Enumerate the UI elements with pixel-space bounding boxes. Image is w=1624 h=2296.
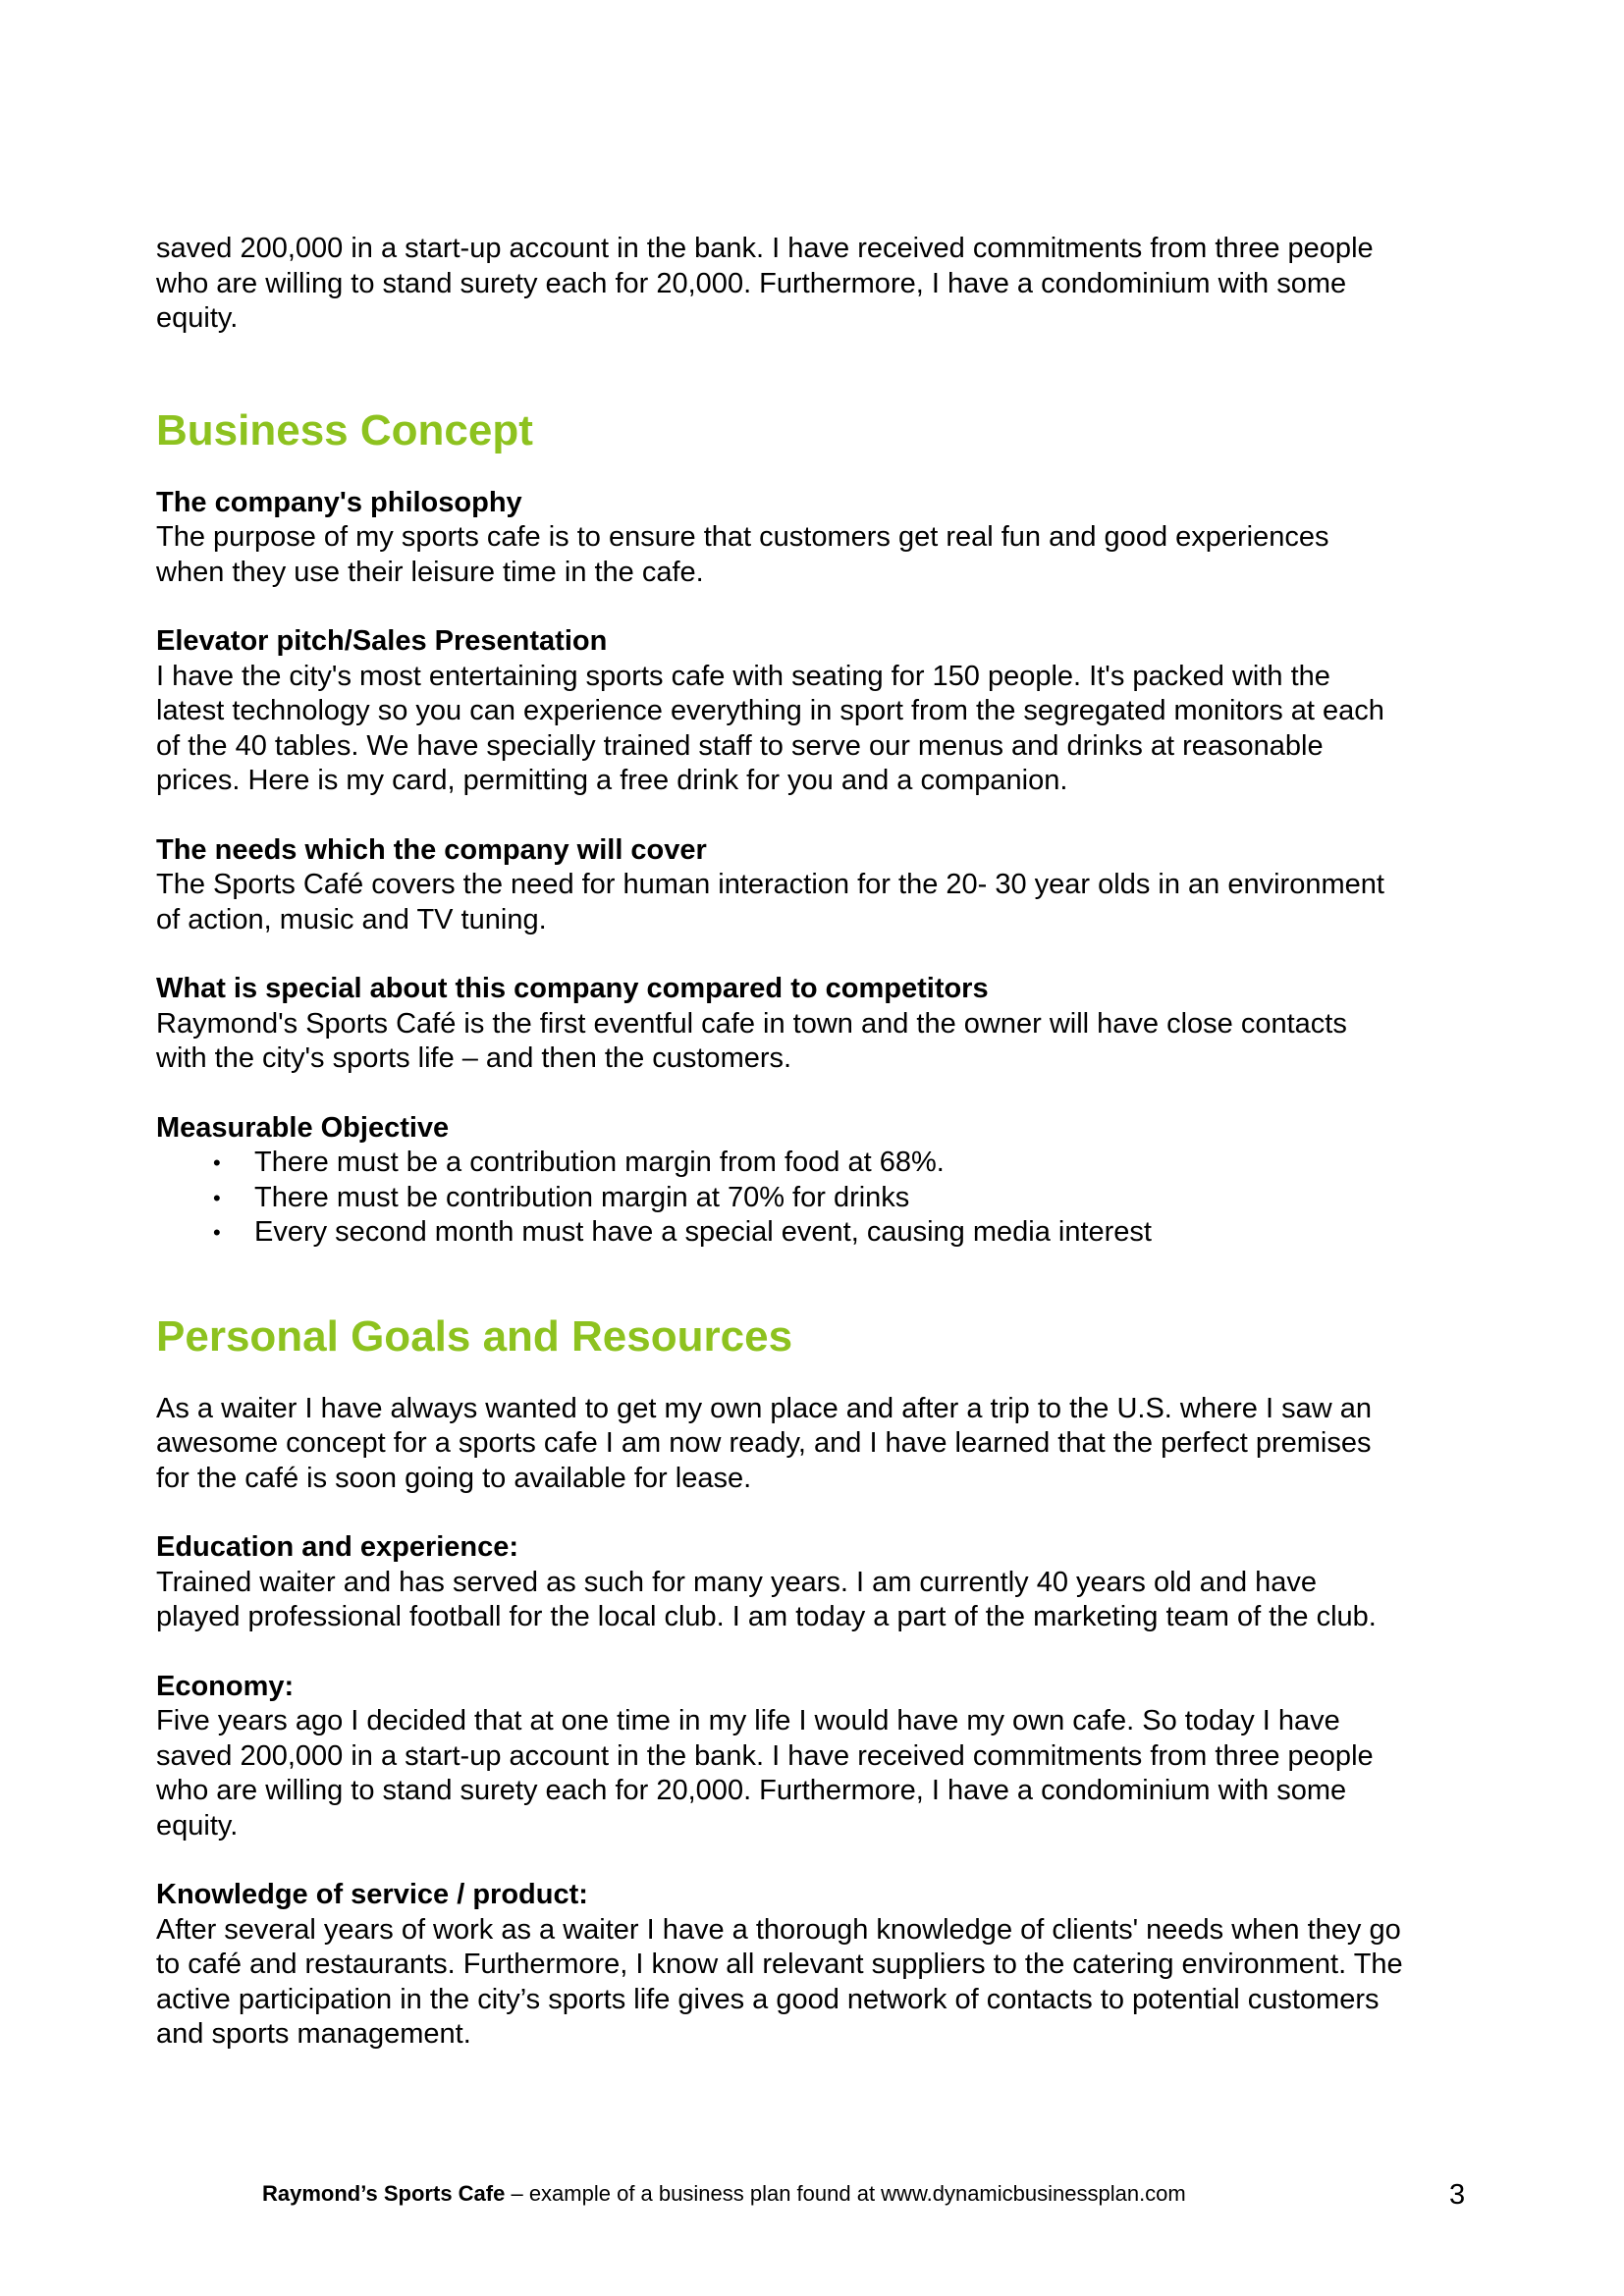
philosophy-title: The company's philosophy [156,486,522,518]
text-line: The purpose of my sports cafe is to ensure that customers get real fun and good experiences [156,521,1329,553]
personal-intro [156,1392,1501,1497]
bullet-icon: • [213,1185,221,1210]
list-item-text: There must be contribution margin at 70% for drinks [254,1181,910,1213]
text-line: As a waiter I have always wanted to get my own place and after a trip to the U.S. where I saw an [156,1392,1372,1424]
education-title: Education and experience: [156,1531,519,1563]
list-item-text: There must be a contribution margin from food at 68%. [254,1147,945,1178]
text-line: with the city's sports life – and then the customers. [156,1042,792,1074]
elevator-section [156,624,1501,799]
text-line: saved 200,000 in a start-up account in the bank. I have received commitments from three people [156,1739,1374,1772]
bullet-icon: • [213,1150,221,1175]
business-concept-heading: Business Concept [156,405,533,454]
text-line: of the 40 tables. We have specially trained staff to serve our menus and drinks at reasonable [156,729,1324,762]
text-line: After several years of work as a waiter I have a thorough knowledge of clients' needs when they go [156,1913,1401,1946]
needs-title: The needs which the company will cover [156,833,707,866]
text-line: of action, music and TV tuning. [156,903,547,935]
text-line: Five years ago I decided that at one time in my life I would have my own cafe. So today I have [156,1705,1340,1736]
knowledge-title: Knowledge of service / product: [156,1879,588,1910]
text-line: and sports management. [156,2018,471,2050]
text-line: prices. Here is my card, permitting a free drink for you and a companion. [156,765,1068,796]
objective-list [156,1146,1501,1251]
objective-section [156,1111,1501,1251]
text-line: equity. [156,1809,239,1842]
text-line: played professional football for the local club. I am today a part of the marketing team of the club. [156,1601,1377,1632]
text-line: when they use their leisure time in the cafe. [156,556,704,588]
page-number: 3 [1449,2179,1466,2211]
text-line: The Sports Café covers the need for human interaction for the 20- 30 year olds in an environment [156,869,1384,900]
philosophy-section [156,486,1501,591]
objective-title: Measurable Objective [156,1111,450,1144]
text-line: for the café is soon going to available for lease. [156,1462,752,1494]
text-line: saved 200,000 in a start-up account in the bank. I have received commitments from three people [156,233,1374,264]
footer-company: Raymond’s Sports Cafe [262,2181,506,2206]
footer-line [262,2181,1186,2207]
text-line: equity. [156,302,239,334]
list-item [156,1146,1501,1181]
text-line: Raymond's Sports Café is the first eventful cafe in town and the owner will have close contacts [156,1007,1347,1040]
personal-goals-heading: Personal Goals and Resources [156,1311,793,1361]
text-line: latest technology so you can experience everything in sport from the segregated monitors at each [156,695,1384,726]
text-line: active participation in the city’s sports life gives a good network of contacts to potential customers [156,1983,1380,2015]
list-item-text: Every second month must have a special event, causing media interest [254,1216,1152,1248]
text-line: I have the city's most entertaining sports cafe with seating for 150 people. It's packed with the [156,660,1330,692]
page-content [156,232,1501,2053]
economy-section [156,1670,1501,1844]
economy-title: Economy: [156,1670,295,1702]
intro-paragraph [156,232,1501,337]
special-title: What is special about this company compared to competitors [156,973,989,1004]
list-item [156,1215,1501,1251]
bullet-icon: • [213,1220,221,1245]
text-line: who are willing to stand surety each for 20,000. Furthermore, I have a condominium with some [156,1775,1347,1806]
special-section [156,972,1501,1077]
text-line: to café and restaurants. Furthermore, I know all relevant suppliers to the catering environment. The [156,1949,1403,1980]
text-line: Trained waiter and has served as such for many years. I am currently 40 years old and have [156,1566,1318,1598]
list-item [156,1181,1501,1216]
education-section [156,1530,1501,1635]
knowledge-section [156,1878,1501,2053]
footer-text: – example of a business plan found at www.dynamicbusinessplan.com [505,2181,1186,2206]
needs-section [156,833,1501,938]
elevator-title: Elevator pitch/Sales Presentation [156,625,608,657]
text-line: awesome concept for a sports cafe I am now ready, and I have learned that the perfect premises [156,1427,1372,1459]
text-line: who are willing to stand surety each for 20,000. Furthermore, I have a condominium with some [156,267,1347,299]
